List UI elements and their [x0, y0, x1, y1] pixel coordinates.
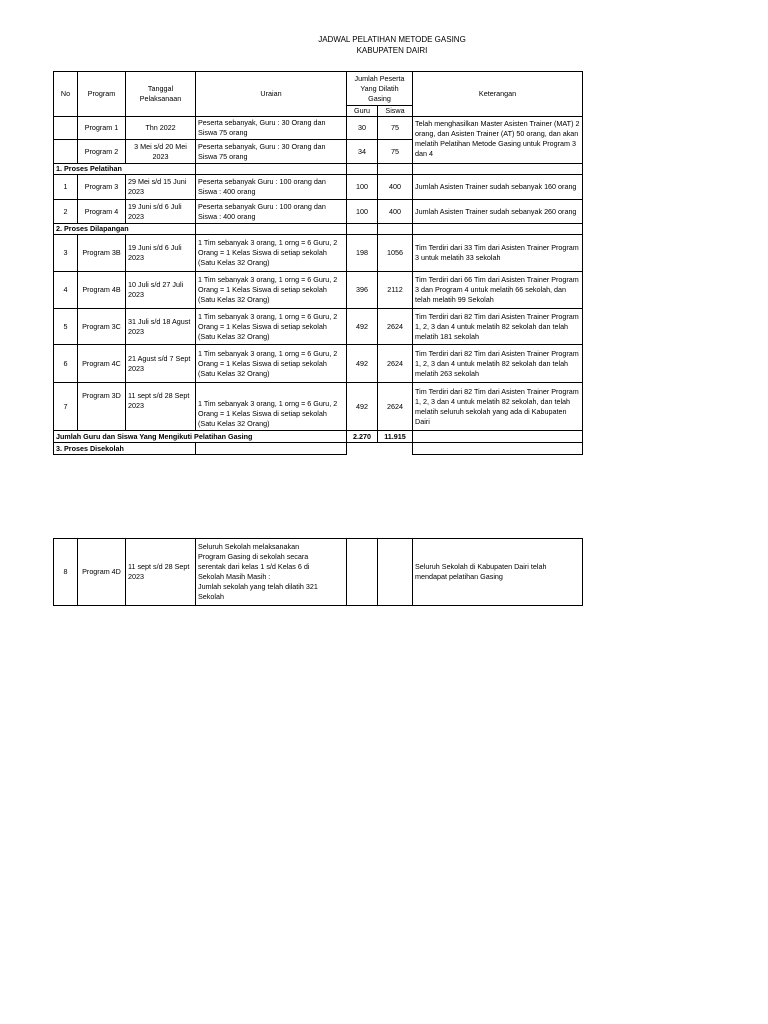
cell-siswa: 1056 — [378, 235, 413, 272]
cell-keterangan: Seluruh Sekolah di Kabupaten Dairi telah mendapat pelatihan Gasing — [413, 539, 583, 606]
cell-tanggal: 19 Juni s/d 6 Juli 2023 — [126, 235, 196, 272]
cell-guru: 100 — [347, 175, 378, 200]
cell-no: 4 — [54, 272, 78, 309]
cell-no: 5 — [54, 309, 78, 345]
total-guru: 2.270 — [347, 431, 378, 443]
header-program: Program — [78, 72, 126, 117]
blank-cell — [378, 443, 413, 455]
cell-tanggal: 19 Juni s/d 6 Juli 2023 — [126, 200, 196, 224]
cell-tanggal: Thn 2022 — [126, 117, 196, 140]
cell-siswa: 75 — [378, 140, 413, 164]
cell-keterangan: Tim Terdiri dari 66 Tim dari Asisten Trainer Program 3 dan Program 4 untuk melatih 66 sekolah, dan telah melatih 99 Sekolah — [413, 272, 583, 309]
empty-cell — [347, 164, 378, 175]
cell-guru: 492 — [347, 309, 378, 345]
table-row — [54, 175, 583, 200]
cell-tanggal: 3 Mei s/d 20 Mei 2023 — [126, 140, 196, 164]
cell-no: 3 — [54, 235, 78, 272]
total-label: Jumlah Guru dan Siswa Yang Mengikuti Pelatihan Gasing — [54, 431, 347, 443]
cell-no — [54, 117, 78, 140]
cell-siswa — [378, 539, 413, 606]
cell-tanggal: 21 Agust s/d 7 Sept 2023 — [126, 345, 196, 383]
cell-no: 8 — [54, 539, 78, 606]
schedule-table — [53, 71, 583, 455]
blank-cell — [347, 443, 378, 455]
cell-uraian: 1 Tim sebanyak 3 orang, 1 orng = 6 Guru, 2 Orang = 1 Kelas Siswa di setiap sekolah (Satu Kelas 32 Orang) — [196, 345, 347, 383]
uraian-line: Seluruh Sekolah melaksanakan — [198, 542, 300, 551]
header-guru: Guru — [347, 106, 378, 117]
cell-keterangan: Jumlah Asisten Trainer sudah sebanyak 160 orang — [413, 175, 583, 200]
section-row — [54, 164, 583, 175]
cell-siswa: 2624 — [378, 383, 413, 431]
cell-uraian: Peserta sebanyak Guru : 100 orang dan Siswa : 400 orang — [196, 200, 347, 224]
header-keterangan: Keterangan — [413, 72, 583, 117]
header-uraian: Uraian — [196, 72, 347, 117]
cell-guru: 198 — [347, 235, 378, 272]
cell-no — [54, 140, 78, 164]
cell-guru: 30 — [347, 117, 378, 140]
cell-siswa: 400 — [378, 200, 413, 224]
empty-cell — [413, 431, 583, 443]
total-siswa: 11.915 — [378, 431, 413, 443]
title-line-2: KABUPATEN DAIRI — [356, 46, 428, 55]
uraian-line: serentak dari kelas 1 s/d Kelas 6 di — [198, 562, 310, 571]
cell-keterangan: Tim Terdiri dari 82 Tim dari Asisten Trainer Program 1, 2, 3 dan 4 untuk melatih 82 sekolah dan telah melatih 263 sekolah — [413, 345, 583, 383]
cell-tanggal: 29 Mei s/d 15 Juni 2023 — [126, 175, 196, 200]
table-row — [54, 539, 583, 606]
cell-program: Program 4 — [78, 200, 126, 224]
header-no: No — [54, 72, 78, 117]
table-row — [54, 235, 583, 272]
header-jumlah: Jumlah Peserta Yang Dilatih Gasing — [347, 72, 413, 106]
table-row — [54, 200, 583, 224]
cell-siswa: 2112 — [378, 272, 413, 309]
cell-tanggal: 11 sept s/d 28 Sept 2023 — [126, 383, 196, 431]
cell-keterangan: Tim Terdiri dari 82 Tim dari Asisten Trainer Program 1, 2, 3 dan 4 untuk melatih 82 sekolah, dan telah melatih seluruh sekolah yang ada di Kabupaten Dairi — [413, 383, 583, 431]
cell-tanggal: 11 sept s/d 28 Sept 2023 — [126, 539, 196, 606]
cell-tanggal: 10 Juli s/d 27 Juli 2023 — [126, 272, 196, 309]
empty-cell — [196, 224, 347, 235]
empty-cell — [413, 224, 583, 235]
cell-keterangan: Tim Terdiri dari 33 Tim dari Asisten Trainer Program 3 untuk melatih 33 sekolah — [413, 235, 583, 272]
cell-no: 2 — [54, 200, 78, 224]
uraian-line: Sekolah Masih Masih : — [198, 572, 271, 581]
cell-program: Program 4B — [78, 272, 126, 309]
table-row — [54, 309, 583, 345]
cell-siswa: 2624 — [378, 345, 413, 383]
cell-program: Program 3B — [78, 235, 126, 272]
header-row — [54, 72, 583, 106]
section-pelatihan: 1. Proses Pelatihan — [54, 164, 196, 175]
cell-program: Program 3D — [78, 383, 126, 431]
table-row — [54, 272, 583, 309]
cell-guru: 396 — [347, 272, 378, 309]
sekolah-table — [53, 538, 583, 606]
table-row — [54, 117, 583, 140]
total-row — [54, 431, 583, 443]
page-title — [0, 34, 768, 56]
section-row — [54, 224, 583, 235]
uraian-line: Sekolah — [198, 592, 224, 601]
empty-cell — [378, 164, 413, 175]
empty-cell — [347, 224, 378, 235]
cell-no: 1 — [54, 175, 78, 200]
header-siswa: Siswa — [378, 106, 413, 117]
cell-guru — [347, 539, 378, 606]
cell-program: Program 4D — [78, 539, 126, 606]
cell-keterangan: Jumlah Asisten Trainer sudah sebanyak 260 orang — [413, 200, 583, 224]
section-disekolah: 3. Proses Disekolah — [54, 443, 196, 455]
cell-uraian: Peserta sebanyak, Guru : 30 Orang dan Siswa 75 orang — [196, 117, 347, 140]
section-row — [54, 443, 583, 455]
cell-no: 7 — [54, 383, 78, 431]
cell-uraian: 1 Tim sebanyak 3 orang, 1 orng = 6 Guru, 2 Orang = 1 Kelas Siswa di setiap sekolah (Satu Kelas 32 Orang) — [196, 383, 347, 431]
cell-uraian: Peserta sebanyak Guru : 100 orang dan Siswa : 400 orang — [196, 175, 347, 200]
cell-guru: 492 — [347, 345, 378, 383]
empty-cell — [413, 443, 583, 455]
table-row — [54, 345, 583, 383]
empty-cell — [378, 224, 413, 235]
cell-program: Program 3 — [78, 175, 126, 200]
empty-cell — [413, 164, 583, 175]
cell-siswa: 400 — [378, 175, 413, 200]
cell-guru: 492 — [347, 383, 378, 431]
cell-siswa: 75 — [378, 117, 413, 140]
table-row — [54, 383, 583, 431]
title-line-1: JADWAL PELATIHAN METODE GASING — [318, 35, 466, 44]
uraian-line: Jumlah sekolah yang telah dilatih 321 — [198, 582, 318, 591]
cell-uraian: 1 Tim sebanyak 3 orang, 1 orng = 6 Guru, 2 Orang = 1 Kelas Siswa di setiap sekolah (Satu Kelas 32 Orang) — [196, 309, 347, 345]
cell-no: 6 — [54, 345, 78, 383]
cell-keterangan: Tim Terdiri dari 82 Tim dari Asisten Trainer Program 1, 2, 3 dan 4 untuk melatih 82 sekolah dan telah melatih 181 sekolah — [413, 309, 583, 345]
cell-uraian — [196, 539, 347, 606]
cell-keterangan: Telah menghasilkan Master Asisten Trainer (MAT) 2 orang, dan Asisten Trainer (AT) 50 orang, dan akan melatih Pelatihan Metode Gasing untuk Program 3 dan 4 — [413, 117, 583, 164]
cell-program: Program 4C — [78, 345, 126, 383]
section-dilapangan: 2. Proses Dilapangan — [54, 224, 196, 235]
cell-tanggal: 31 Juli s/d 18 Agust 2023 — [126, 309, 196, 345]
cell-uraian: 1 Tim sebanyak 3 orang, 1 orng = 6 Guru, 2 Orang = 1 Kelas Siswa di setiap sekolah (Satu Kelas 32 Orang) — [196, 272, 347, 309]
cell-uraian: 1 Tim sebanyak 3 orang, 1 orng = 6 Guru, 2 Orang = 1 Kelas Siswa di setiap sekolah (Satu Kelas 32 Orang) — [196, 235, 347, 272]
cell-uraian: Peserta sebanyak, Guru : 30 Orang dan Siswa 75 orang — [196, 140, 347, 164]
cell-siswa: 2624 — [378, 309, 413, 345]
cell-program: Program 3C — [78, 309, 126, 345]
empty-cell — [196, 443, 347, 455]
cell-program: Program 1 — [78, 117, 126, 140]
header-tanggal: Tanggal Pelaksanaan — [126, 72, 196, 117]
cell-guru: 100 — [347, 200, 378, 224]
cell-guru: 34 — [347, 140, 378, 164]
uraian-line: Program Gasing di sekolah secara — [198, 552, 309, 561]
cell-program: Program 2 — [78, 140, 126, 164]
empty-cell — [196, 164, 347, 175]
